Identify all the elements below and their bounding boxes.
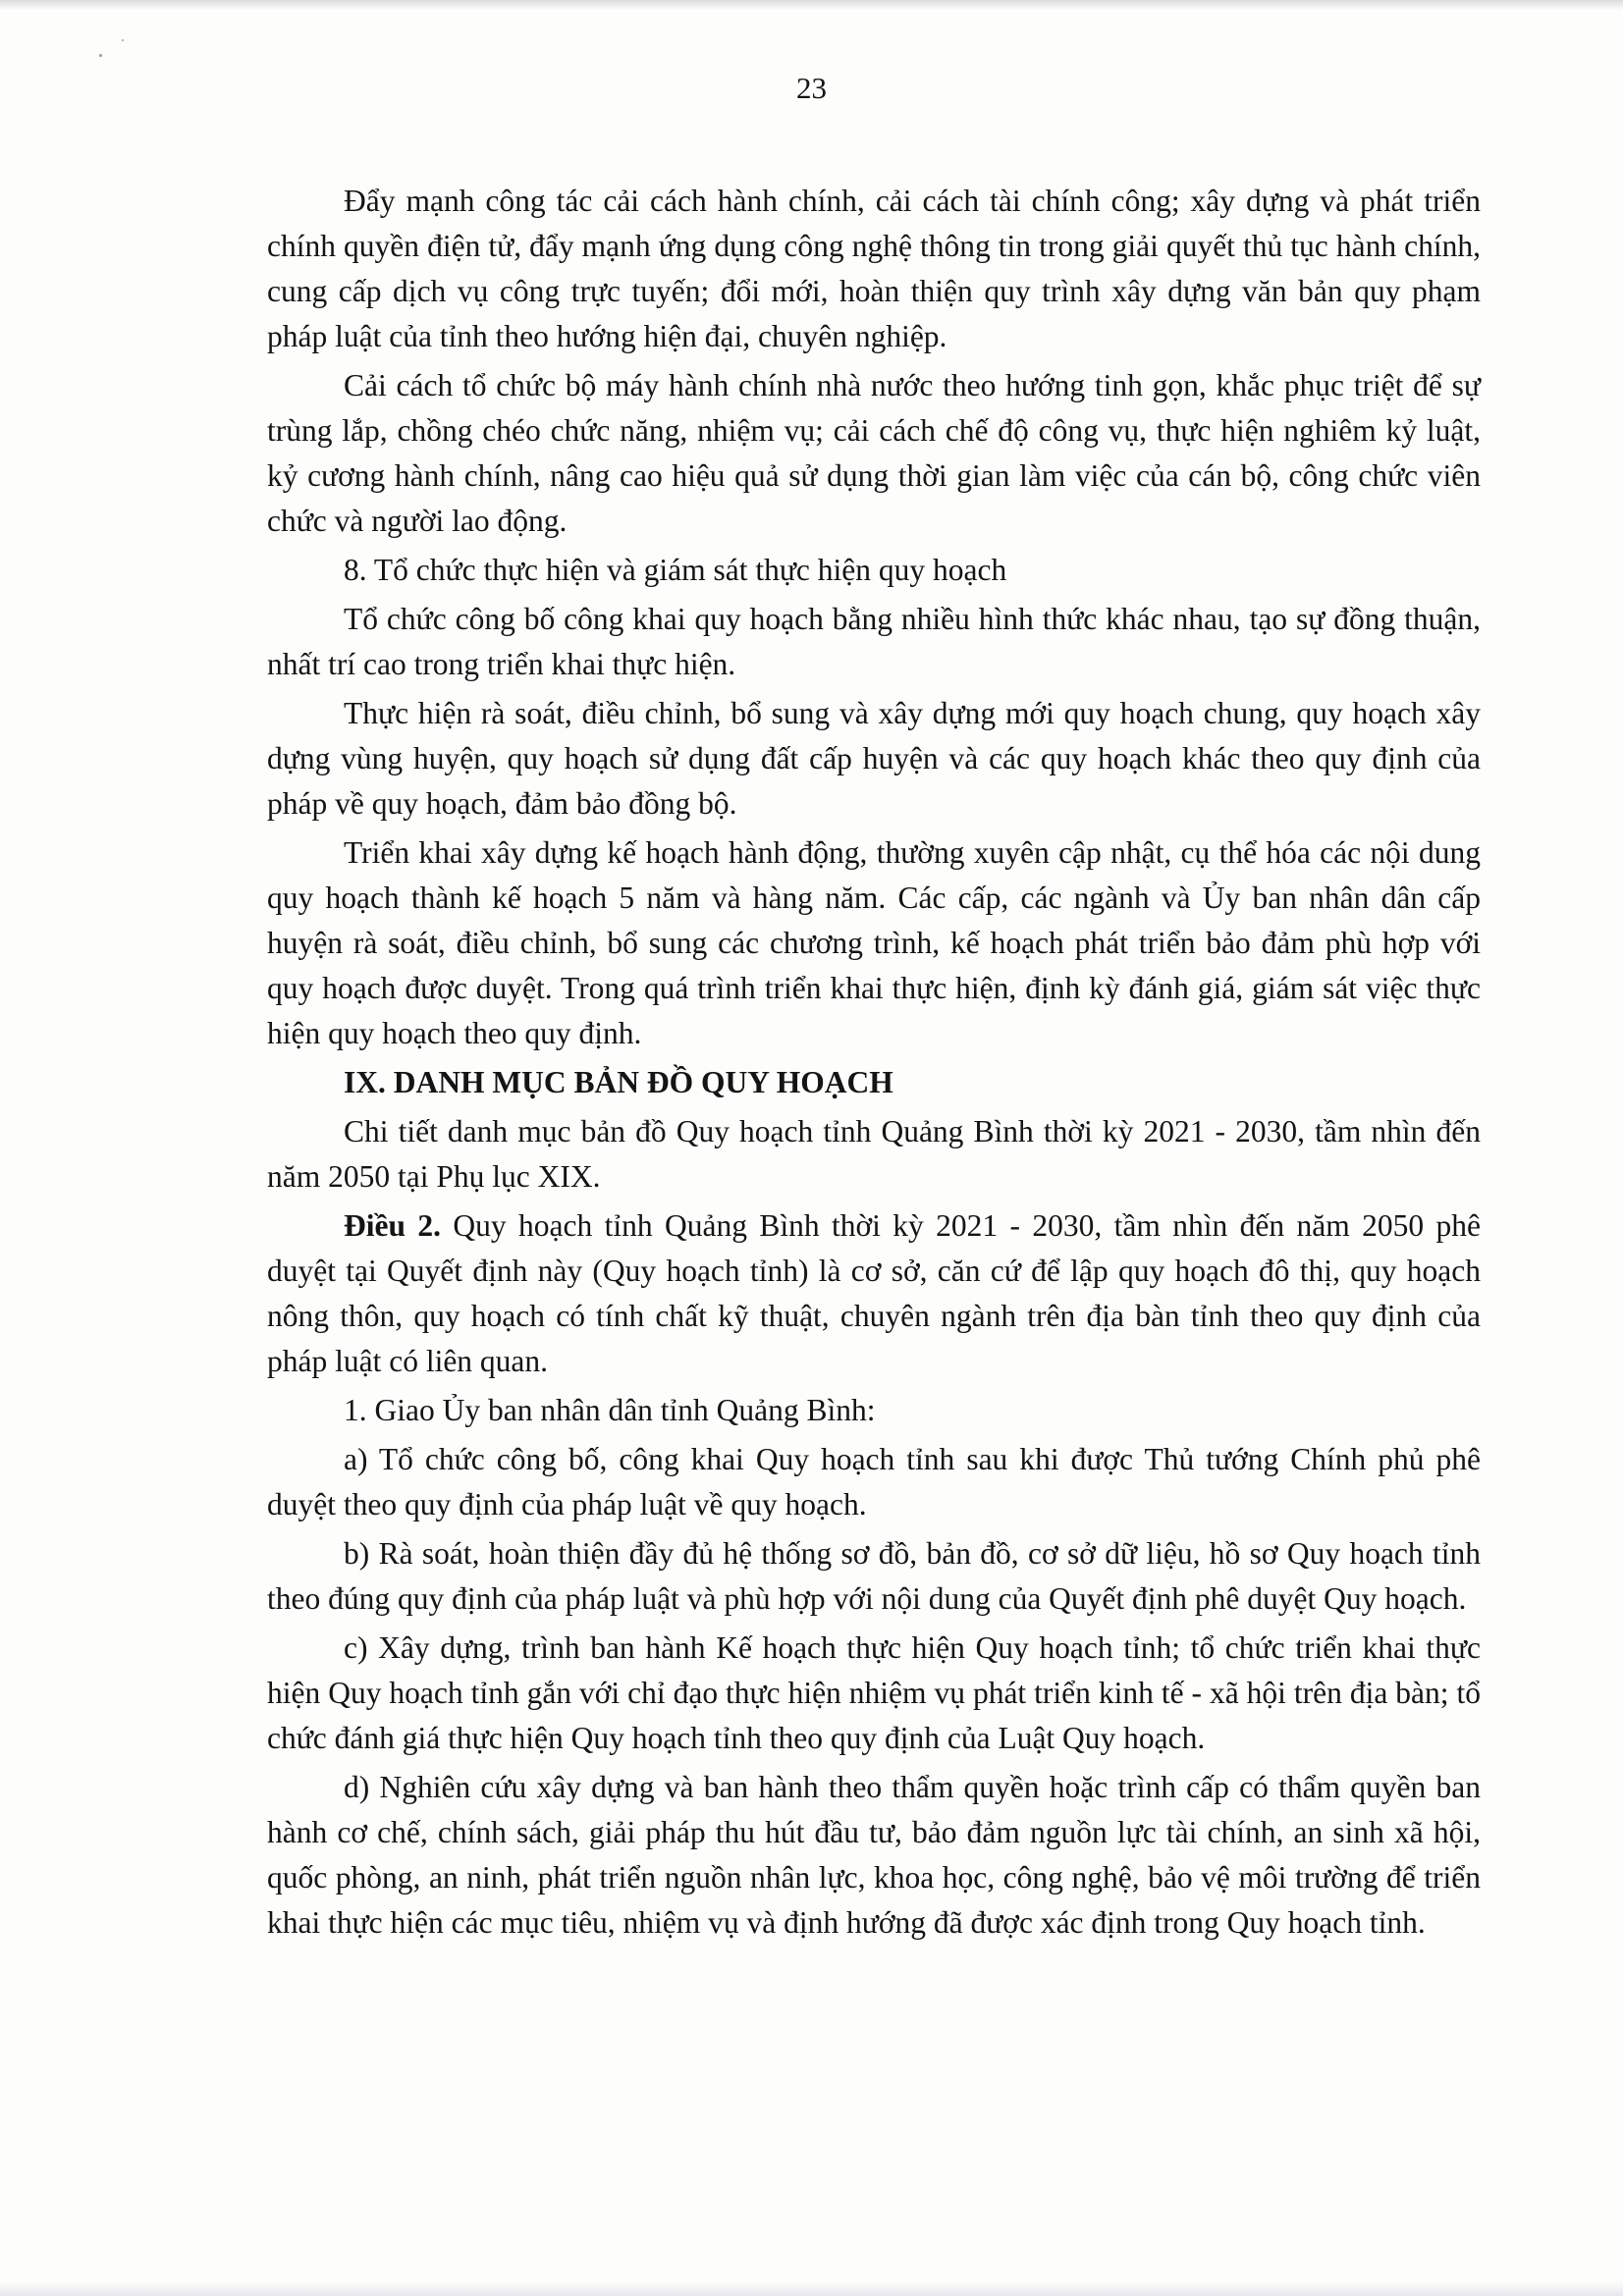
paragraph-map-list: Chi tiết danh mục bản đồ Quy hoạch tỉnh Quảng Bình thời kỳ 2021 - 2030, tầm nhìn đến năm 2050 tại Phụ lục XIX. <box>267 1114 1481 1194</box>
article-2 <box>267 1203 1481 1384</box>
scan-bottom-edge <box>0 2282 1623 2296</box>
page-number: 23 <box>796 71 827 105</box>
item-b: b) Rà soát, hoàn thiện đầy đủ hệ thống sơ đồ, bản đồ, cơ sở dữ liệu, hồ sơ Quy hoạch tỉnh theo đúng quy định của pháp luật và phù hợp với nội dung của Quyết định phê duyệt Quy hoạch. <box>267 1536 1481 1616</box>
item-d: d) Nghiên cứu xây dựng và ban hành theo thẩm quyền hoặc trình cấp có thẩm quyền ban hành cơ chế, chính sách, giải pháp thu hút đầu tư, bảo đảm nguồn lực tài chính, an sinh xã hội, quốc phòng, an ninh, phát triển nguồn nhân lực, khoa học, công nghệ, bảo vệ môi trường để triển khai thực hiện các mục tiêu, nhiệm vụ và định hướng đã được xác định trong Quy hoạch tỉnh. <box>267 1770 1481 1940</box>
article-2-text: Quy hoạch tỉnh Quảng Bình thời kỳ 2021 - 2030, tầm nhìn đến năm 2050 phê duyệt tại Quyết định này (Quy hoạch tỉnh) là cơ sở, căn cứ để lập quy hoạch đô thị, quy hoạch nông thôn, quy hoạch có tính chất kỹ thuật, chuyên ngành trên địa bàn tỉnh theo quy định của pháp luật có liên quan. <box>267 1208 1482 1378</box>
scan-top-edge <box>0 0 1623 10</box>
scan-speck <box>99 54 102 57</box>
scan-speck <box>122 39 124 41</box>
document-body <box>267 179 1481 1946</box>
paragraph-publication: Tổ chức công bố công khai quy hoạch bằng nhiều hình thức khác nhau, tạo sự đồng thuận, nhất trí cao trong triển khai thực hiện. <box>267 602 1481 681</box>
item-c: c) Xây dựng, trình ban hành Kế hoạch thực hiện Quy hoạch tỉnh; tổ chức triển khai thực hiện Quy hoạch tỉnh gắn với chỉ đạo thực hiện nhiệm vụ phát triển kinh tế - xã hội trên địa bàn; tổ chức đánh giá thực hiện Quy hoạch tỉnh theo quy định của Luật Quy hoạch. <box>267 1630 1481 1755</box>
paragraph-review: Thực hiện rà soát, điều chỉnh, bổ sung và xây dựng mới quy hoạch chung, quy hoạch xây dựng vùng huyện, quy hoạch sử dụng đất cấp huyện và các quy hoạch khác theo quy định của pháp về quy hoạch, đảm bảo đồng bộ. <box>267 696 1481 821</box>
section-8-title: 8. Tổ chức thực hiện và giám sát thực hiện quy hoạch <box>344 553 1007 587</box>
paragraph-apparatus-reform: Cải cách tổ chức bộ máy hành chính nhà nước theo hướng tinh gọn, khắc phục triệt để sự trùng lắp, chồng chéo chức năng, nhiệm vụ; cải cách chế độ công vụ, thực hiện nghiêm kỷ luật, kỷ cương hành chính, nâng cao hiệu quả sử dụng thời gian làm việc của cán bộ, công chức viên chức và người lao động. <box>267 368 1481 538</box>
item-1: 1. Giao Ủy ban nhân dân tỉnh Quảng Bình: <box>344 1393 876 1427</box>
article-2-label: Điều 2. <box>344 1208 442 1243</box>
heading-ix: IX. DANH MỤC BẢN ĐỒ QUY HOẠCH <box>344 1065 893 1099</box>
paragraph-action-plan: Triển khai xây dựng kế hoạch hành động, thường xuyên cập nhật, cụ thể hóa các nội dung quy hoạch thành kế hoạch 5 năm và hàng năm. Các cấp, các ngành và Ủy ban nhân dân cấp huyện rà soát, điều chỉnh, bổ sung các chương trình, kế hoạch phát triển bảo đảm phù hợp với quy hoạch được duyệt. Trong quá trình triển khai thực hiện, định kỳ đánh giá, giám sát việc thực hiện quy hoạch theo quy định. <box>267 835 1481 1050</box>
paragraph-admin-reform: Đẩy mạnh công tác cải cách hành chính, cải cách tài chính công; xây dựng và phát triển chính quyền điện tử, đẩy mạnh ứng dụng công nghệ thông tin trong giải quyết thủ tục hành chính, cung cấp dịch vụ công trực tuyến; đổi mới, hoàn thiện quy trình xây dựng văn bản quy phạm pháp luật của tỉnh theo hướng hiện đại, chuyên nghiệp. <box>267 184 1481 353</box>
item-a: a) Tổ chức công bố, công khai Quy hoạch tỉnh sau khi được Thủ tướng Chính phủ phê duyệt theo quy định của pháp luật về quy hoạch. <box>267 1442 1481 1522</box>
